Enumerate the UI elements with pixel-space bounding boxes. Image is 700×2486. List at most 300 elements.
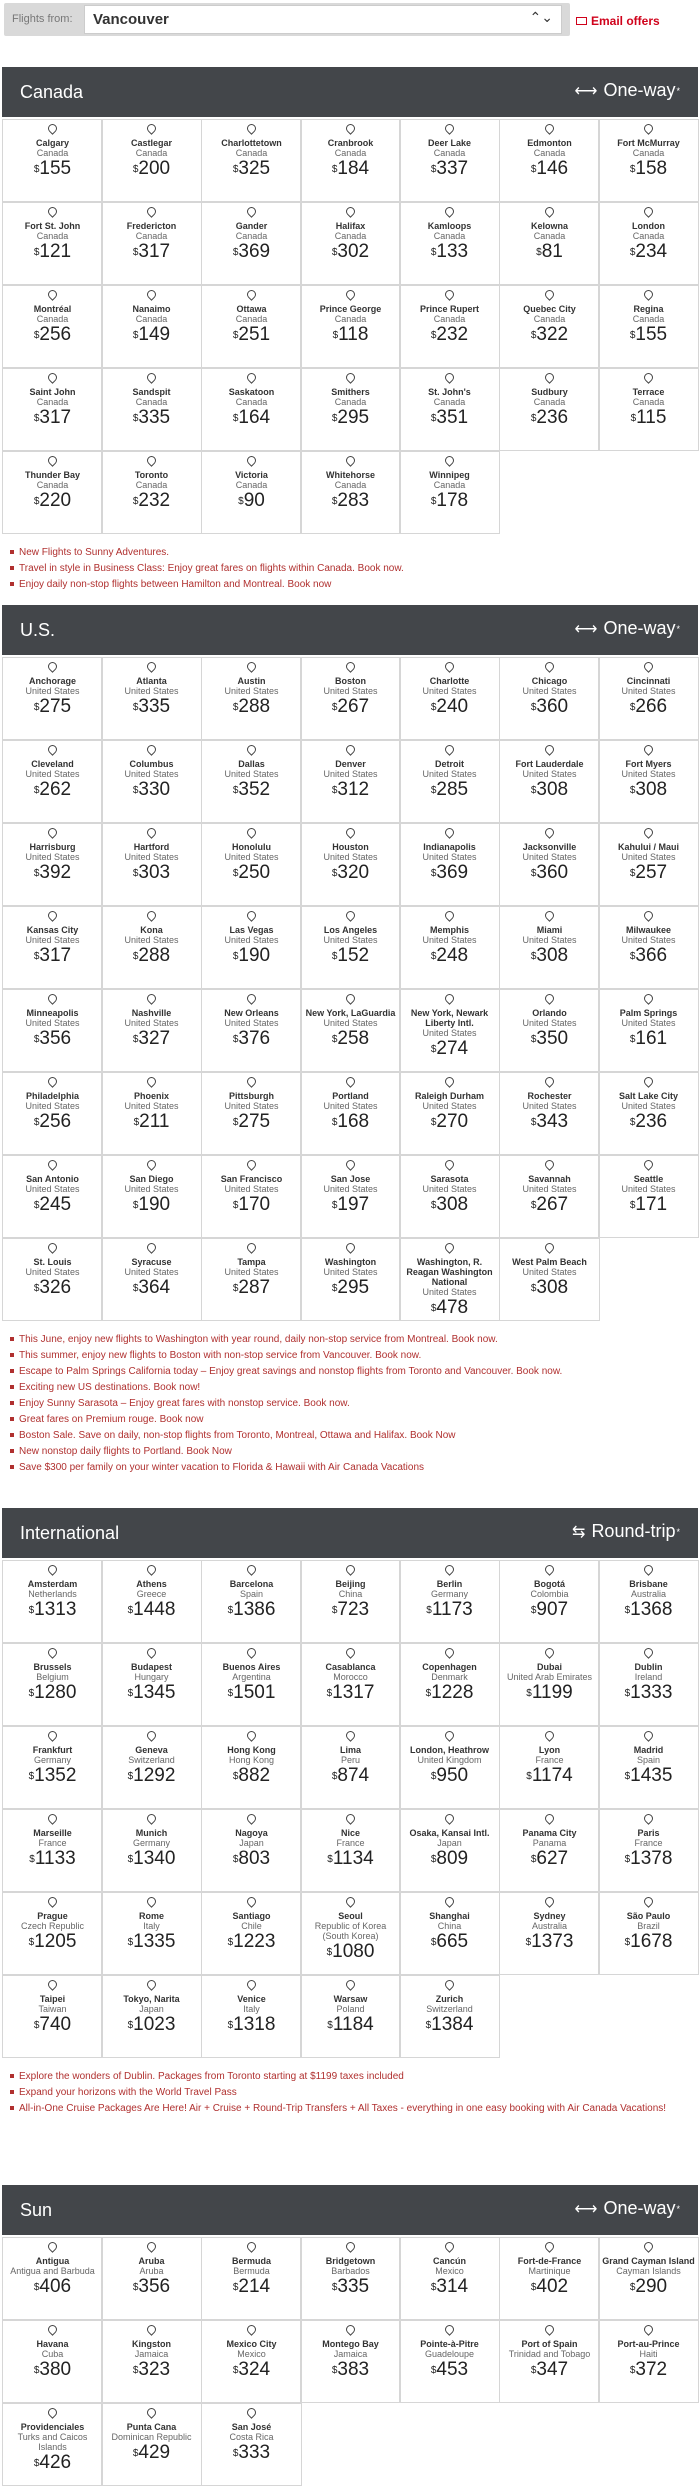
destination-card[interactable] (101, 1726, 202, 1809)
destination-card[interactable] (2, 2320, 103, 2403)
price-value: 146 (536, 158, 569, 179)
destination-price (202, 1932, 301, 1952)
promo-link[interactable] (10, 1350, 421, 1361)
destination-city: Grand Cayman Island (602, 2256, 695, 2266)
price-value: 133 (436, 241, 469, 262)
destination-card[interactable] (201, 1975, 302, 2058)
promo-link[interactable] (10, 1462, 424, 1473)
destination-country: Republic of Korea (South Korea) (314, 1921, 387, 1941)
destination-price (3, 2360, 102, 2380)
destination-card[interactable] (300, 202, 401, 285)
destination-card[interactable] (2, 657, 103, 740)
destination-price (301, 1683, 400, 1703)
destination-country: United States (422, 769, 477, 779)
destination-card[interactable] (2, 1560, 103, 1643)
trip-type-toggle[interactable] (572, 1521, 680, 1542)
currency-symbol: $ (232, 1771, 239, 1782)
destination-card[interactable] (499, 368, 600, 451)
destination-country: Canada (632, 397, 665, 407)
flights-from-selector[interactable] (4, 3, 570, 36)
destination-card[interactable] (499, 2237, 600, 2320)
currency-symbol: $ (33, 2020, 40, 2031)
price-value: 295 (337, 407, 370, 428)
destination-card[interactable] (499, 740, 600, 823)
destination-card[interactable] (201, 740, 302, 823)
price-value: 1223 (233, 1931, 276, 1952)
destination-card[interactable] (2, 2237, 103, 2320)
price-value: 158 (635, 158, 668, 179)
destination-card[interactable] (101, 1560, 202, 1643)
destination-card[interactable] (201, 823, 302, 906)
location-pin-icon (245, 909, 258, 922)
destination-city: Bridgetown (325, 2256, 376, 2266)
destination-card[interactable] (300, 1975, 401, 2058)
destination-card[interactable] (399, 823, 500, 906)
destination-card[interactable] (399, 1726, 500, 1809)
destination-country: United States (422, 1101, 477, 1111)
currency-symbol: $ (28, 1771, 35, 1782)
currency-symbol: $ (331, 785, 338, 796)
destination-card[interactable] (499, 989, 600, 1072)
destination-price (102, 242, 201, 262)
destination-card[interactable] (101, 1072, 202, 1155)
promo-link[interactable] (10, 547, 169, 558)
destination-card[interactable] (399, 1643, 500, 1726)
destination-card[interactable] (598, 1072, 699, 1155)
trip-type-toggle[interactable] (575, 80, 680, 101)
email-offers-link[interactable] (576, 14, 660, 28)
promo-link[interactable] (10, 1430, 456, 1441)
promo-link[interactable] (10, 1398, 350, 1409)
location-pin-icon (443, 2240, 456, 2253)
destination-card[interactable] (201, 657, 302, 740)
destination-card[interactable] (201, 2237, 302, 2320)
currency-symbol: $ (33, 702, 40, 713)
promo-link[interactable] (10, 579, 331, 590)
destination-city: Dubai (536, 1662, 562, 1672)
destination-card[interactable] (201, 1892, 302, 1975)
destination-card[interactable] (201, 1809, 302, 1892)
destination-card[interactable] (598, 202, 699, 285)
destination-card[interactable] (399, 1809, 500, 1892)
destination-country: Canada (433, 231, 466, 241)
destination-card[interactable] (101, 740, 202, 823)
destination-card[interactable] (2, 740, 103, 823)
destination-card[interactable] (399, 2320, 500, 2403)
destination-card[interactable] (201, 451, 302, 534)
trip-type-toggle[interactable] (575, 2198, 680, 2219)
destination-price (3, 1600, 102, 1620)
currency-symbol: $ (232, 2282, 239, 2293)
destination-card[interactable] (2, 1155, 103, 1238)
location-pin-icon (145, 1158, 158, 1171)
destination-card[interactable] (598, 657, 699, 740)
destination-card[interactable] (101, 823, 202, 906)
promo-link[interactable] (10, 1366, 562, 1377)
destination-city: Sandspit (132, 387, 171, 397)
promo-link[interactable] (10, 1446, 232, 1457)
destination-card[interactable] (101, 906, 202, 989)
destination-card[interactable] (201, 1238, 302, 1321)
currency-symbol: $ (629, 164, 636, 175)
destination-city: Quebec City (523, 304, 576, 314)
destination-card[interactable] (300, 1726, 401, 1809)
destination-card[interactable] (598, 2320, 699, 2403)
location-pin-icon (46, 1812, 59, 1825)
destination-card[interactable] (499, 285, 600, 368)
price-value: 81 (541, 241, 563, 262)
destination-price (3, 1932, 102, 1952)
currency-symbol: $ (132, 164, 139, 175)
price-value: 325 (238, 158, 271, 179)
location-pin-icon (46, 288, 59, 301)
destination-card[interactable] (2, 906, 103, 989)
currency-symbol: $ (530, 164, 537, 175)
price-value: 1448 (133, 1599, 176, 1620)
destination-card[interactable] (101, 2403, 202, 2486)
location-pin-icon (642, 1563, 655, 1576)
destination-city: Cancún (432, 2256, 466, 2266)
destination-city: Nanaimo (132, 304, 171, 314)
destination-price (500, 1278, 599, 1298)
destination-country: United States (422, 1287, 477, 1297)
price-value: 270 (436, 1111, 469, 1132)
price-value: 197 (337, 1194, 370, 1215)
destination-card[interactable] (399, 202, 500, 285)
destination-card[interactable] (2, 1726, 103, 1809)
destination-card[interactable] (499, 1726, 600, 1809)
destination-card[interactable] (300, 1155, 401, 1238)
destination-card[interactable] (499, 1892, 600, 1975)
destination-card[interactable] (499, 906, 600, 989)
destination-card[interactable] (598, 368, 699, 451)
destination-price (400, 1195, 499, 1215)
destination-card[interactable] (101, 1643, 202, 1726)
destination-card[interactable] (201, 368, 302, 451)
destination-card[interactable] (101, 285, 202, 368)
destination-city: Munich (135, 1828, 168, 1838)
destination-card[interactable] (399, 989, 500, 1072)
destination-card[interactable] (300, 1238, 401, 1321)
destination-city: Rochester (527, 1091, 572, 1101)
price-value: 352 (238, 779, 271, 800)
destination-card[interactable] (598, 740, 699, 823)
destination-card[interactable] (598, 1155, 699, 1238)
destination-card[interactable] (399, 368, 500, 451)
destination-price (400, 1112, 499, 1132)
destination-card[interactable] (300, 823, 401, 906)
price-value: 168 (337, 1111, 370, 1132)
destination-card[interactable] (201, 1726, 302, 1809)
destination-price (202, 159, 301, 179)
currency-symbol: $ (624, 1605, 631, 1616)
destination-price (202, 697, 301, 717)
destination-city: Thunder Bay (24, 470, 80, 480)
destination-city: Miami (536, 925, 563, 935)
destination-price (599, 2360, 698, 2380)
destination-card[interactable] (598, 285, 699, 368)
destination-card[interactable] (2, 1643, 103, 1726)
destination-card[interactable] (399, 906, 500, 989)
destination-country: United States (323, 1267, 378, 1277)
destination-price (102, 1932, 201, 1952)
destination-country: United States (422, 935, 477, 945)
destination-country: Canada (334, 148, 367, 158)
destination-card[interactable] (201, 119, 302, 202)
destination-card[interactable] (499, 202, 600, 285)
promo-link[interactable] (10, 2103, 666, 2114)
destination-city: Orlando (532, 1008, 567, 1018)
promo-text: All-in-One Cruise Packages Are Here! Air + Cruise + Round-Trip Transfers + All Taxes - everything in one easy booking with Air Canada Vacations! (19, 2103, 667, 2114)
destination-card[interactable] (2, 989, 103, 1072)
destination-price (102, 1195, 201, 1215)
destination-price (202, 1029, 301, 1049)
destination-card[interactable] (499, 119, 600, 202)
destination-card[interactable] (598, 989, 699, 1072)
destination-card[interactable] (499, 1238, 600, 1321)
currency-symbol: $ (132, 2365, 139, 2376)
destination-city: Venice (237, 1994, 266, 2004)
destination-card[interactable] (598, 906, 699, 989)
price-value: 232 (436, 324, 469, 345)
destination-country: United States (621, 1101, 676, 1111)
destination-card[interactable] (101, 451, 202, 534)
destination-country: France (535, 1755, 564, 1765)
price-value: 429 (138, 2442, 171, 2463)
destination-card[interactable] (598, 1892, 699, 1975)
destination-card[interactable] (101, 2237, 202, 2320)
destination-card[interactable] (2, 2403, 103, 2486)
destination-card[interactable] (499, 823, 600, 906)
destination-card[interactable] (598, 1560, 699, 1643)
currency-symbol: $ (33, 247, 40, 258)
destination-card[interactable] (2, 823, 103, 906)
price-value: 1023 (133, 2014, 176, 2035)
destination-country: Dominican Republic (111, 2432, 192, 2442)
destination-card[interactable] (201, 1072, 302, 1155)
price-value: 350 (536, 1028, 569, 1049)
destination-price (202, 1766, 301, 1786)
destination-card[interactable] (201, 1155, 302, 1238)
destination-card[interactable] (499, 1809, 600, 1892)
destination-card[interactable] (201, 989, 302, 1072)
destination-card[interactable] (101, 1238, 202, 1321)
destination-card[interactable] (300, 1809, 401, 1892)
destination-card[interactable] (300, 740, 401, 823)
destination-card[interactable] (598, 823, 699, 906)
location-pin-icon (46, 992, 59, 1005)
flights-from-dropdown[interactable] (84, 5, 562, 34)
promo-link[interactable] (10, 1414, 204, 1425)
destination-city: Boston (335, 676, 366, 686)
destination-card[interactable] (300, 119, 401, 202)
location-pin-icon (344, 1812, 357, 1825)
destination-price (400, 325, 499, 345)
destination-card[interactable] (2, 285, 103, 368)
destination-card[interactable] (2, 202, 103, 285)
destination-city: Smithers (331, 387, 370, 397)
currency-symbol: $ (232, 2448, 239, 2459)
destination-city: Nashville (131, 1008, 172, 1018)
destination-card[interactable] (499, 2320, 600, 2403)
destination-city: Punta Cana (126, 2422, 177, 2432)
destination-card[interactable] (300, 1072, 401, 1155)
destination-card[interactable] (300, 1892, 401, 1975)
currency-symbol: $ (132, 247, 139, 258)
destination-price (3, 1683, 102, 1703)
promo-text: Great fares on Premium rouge. Book now (19, 1414, 204, 1425)
round-trip-icon: ⇆ (572, 1523, 586, 1541)
destination-card[interactable] (101, 2320, 202, 2403)
destination-card[interactable] (101, 989, 202, 1072)
destination-city: Denver (335, 759, 366, 769)
destination-price (202, 408, 301, 428)
destination-city: Calgary (35, 138, 70, 148)
destination-card[interactable] (399, 1975, 500, 2058)
destination-card[interactable] (300, 2320, 401, 2403)
promo-link[interactable] (10, 2087, 237, 2098)
destination-card[interactable] (598, 2237, 699, 2320)
destination-card[interactable] (201, 285, 302, 368)
destination-card[interactable] (201, 2320, 302, 2403)
destination-price (500, 780, 599, 800)
bullet-icon (10, 550, 14, 554)
destination-card[interactable] (2, 1809, 103, 1892)
destination-card[interactable] (201, 2403, 302, 2486)
destination-card[interactable] (300, 1560, 401, 1643)
destination-card[interactable] (201, 1560, 302, 1643)
destination-country: United States (124, 1018, 179, 1028)
destination-card[interactable] (499, 1155, 600, 1238)
destination-card[interactable] (399, 740, 500, 823)
destination-card[interactable] (598, 1809, 699, 1892)
promo-link[interactable] (10, 563, 404, 574)
destination-card[interactable] (2, 368, 103, 451)
destination-card[interactable] (300, 285, 401, 368)
destination-card[interactable] (499, 657, 600, 740)
location-pin-icon (145, 992, 158, 1005)
destination-card[interactable] (399, 285, 500, 368)
destination-card[interactable] (300, 989, 401, 1072)
destination-card[interactable] (101, 657, 202, 740)
trip-type-toggle[interactable] (575, 618, 680, 639)
destination-card[interactable] (499, 1560, 600, 1643)
destination-city: Montréal (33, 304, 72, 314)
destination-card[interactable] (598, 1726, 699, 1809)
destination-city: Seoul (338, 1911, 363, 1921)
destination-country: United States (124, 1267, 179, 1277)
destination-card[interactable] (300, 451, 401, 534)
destination-card[interactable] (399, 451, 500, 534)
promo-link[interactable] (10, 2071, 404, 2082)
destination-card[interactable] (101, 1892, 202, 1975)
bullet-icon (10, 2106, 14, 2110)
destination-card[interactable] (499, 1072, 600, 1155)
destination-card[interactable] (598, 1643, 699, 1726)
currency-symbol: $ (430, 1937, 437, 1948)
price-value: 295 (337, 1277, 370, 1298)
destination-country: Poland (336, 2004, 365, 2014)
destination-card[interactable] (101, 1155, 202, 1238)
location-pin-icon (443, 1978, 456, 1991)
destination-card[interactable] (101, 202, 202, 285)
location-pin-icon (344, 1075, 357, 1088)
destination-card[interactable] (399, 1892, 500, 1975)
currency-symbol: $ (132, 1283, 139, 1294)
promo-link[interactable] (10, 1382, 200, 1393)
destination-card[interactable] (2, 1238, 103, 1321)
destination-price (102, 946, 201, 966)
destination-card[interactable] (598, 119, 699, 202)
destination-card[interactable] (201, 906, 302, 989)
destination-card[interactable] (2, 1892, 103, 1975)
currency-symbol: $ (331, 1283, 338, 1294)
location-pin-icon (642, 288, 655, 301)
currency-symbol: $ (127, 1688, 134, 1699)
destination-price (500, 863, 599, 883)
destination-card[interactable] (2, 451, 103, 534)
location-pin-icon (245, 992, 258, 1005)
promo-link[interactable] (10, 1334, 498, 1345)
destination-card[interactable] (201, 1643, 302, 1726)
destination-country: United States (522, 1018, 577, 1028)
destination-card[interactable] (101, 1975, 202, 2058)
price-value: 478 (436, 1297, 469, 1318)
price-value: 347 (536, 2359, 569, 2380)
location-pin-icon (245, 1895, 258, 1908)
destination-country: France (336, 1838, 365, 1848)
destination-card[interactable] (399, 1072, 500, 1155)
location-pin-icon (46, 2406, 59, 2419)
destination-card[interactable] (101, 119, 202, 202)
location-pin-icon (543, 1895, 556, 1908)
destination-card[interactable] (399, 119, 500, 202)
destination-card[interactable] (2, 119, 103, 202)
destination-card[interactable] (101, 1809, 202, 1892)
destination-city: Portland (332, 1091, 369, 1101)
destination-country: Canada (533, 231, 566, 241)
destination-card[interactable] (399, 1560, 500, 1643)
destination-card[interactable] (399, 1155, 500, 1238)
location-pin-icon (642, 1895, 655, 1908)
destination-card[interactable] (300, 1643, 401, 1726)
destination-country: United States (522, 852, 577, 862)
destination-card[interactable] (399, 2237, 500, 2320)
destination-card[interactable] (300, 2237, 401, 2320)
destination-price (102, 159, 201, 179)
destination-city: Kansas City (26, 925, 79, 935)
destination-city: Honolulu (232, 842, 271, 852)
destination-card[interactable] (300, 906, 401, 989)
destination-card[interactable] (101, 368, 202, 451)
location-pin-icon (46, 1563, 59, 1576)
currency-symbol: $ (33, 2365, 40, 2376)
destination-card[interactable] (201, 202, 302, 285)
price-value: 356 (138, 2276, 171, 2297)
currency-symbol: $ (332, 330, 339, 341)
destination-price (202, 946, 301, 966)
destination-card[interactable] (399, 657, 500, 740)
destination-card[interactable] (300, 657, 401, 740)
destination-price (3, 1849, 102, 1869)
destination-card[interactable] (399, 1238, 500, 1321)
destination-card[interactable] (2, 1975, 103, 2058)
destination-card[interactable] (499, 1643, 600, 1726)
destination-card[interactable] (2, 1072, 103, 1155)
destination-city: Taipei (39, 1994, 66, 2004)
price-value: 1384 (431, 2014, 474, 2035)
destination-card[interactable] (300, 368, 401, 451)
